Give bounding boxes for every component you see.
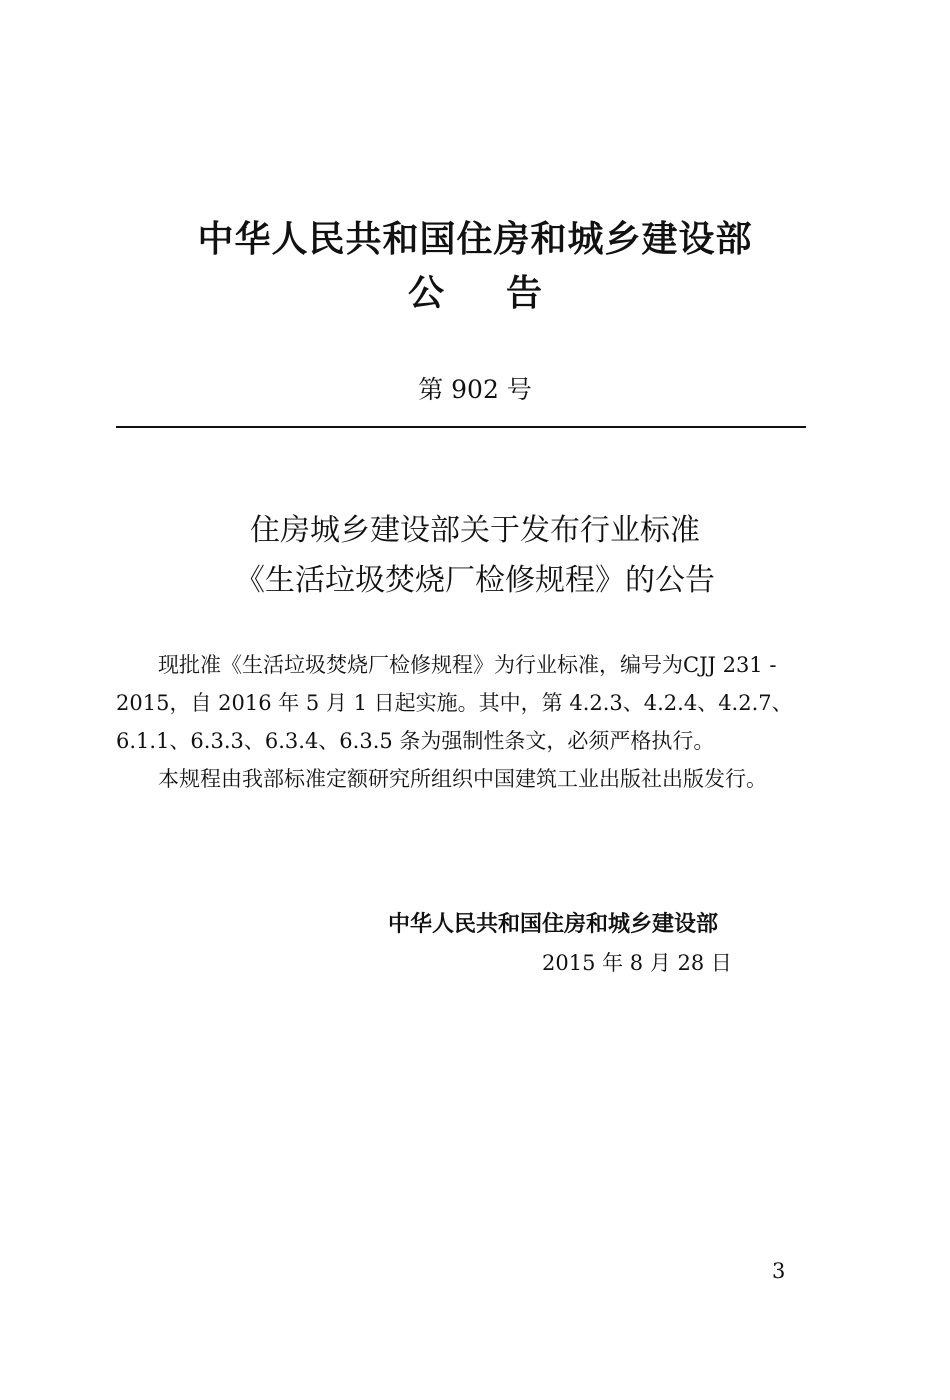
document-title: [0, 506, 950, 606]
notice-heading-char-2: 告: [506, 273, 543, 314]
document-title-line-2: 《生活垃圾焚烧厂检修规程》的公告: [235, 563, 715, 598]
body-paragraph-approval-text: 现批准《生活垃圾焚烧厂检修规程》为行业标准，编号为CJJ 231 - 2015，自 2016 年 5 月 1 日起实施。其中，第 4.2.3、4.2.4、4.2.7、6.1.1、6.3.3、6.3.4、6.3.5 条为强制性条文，必须严格执行。: [116, 653, 793, 753]
ministry-title: 中华人民共和国住房和城乡建设部: [197, 219, 753, 260]
notice-heading: [0, 266, 950, 322]
body-text: [116, 646, 810, 798]
document-title-line-1: 住房城乡建设部关于发布行业标准: [250, 513, 700, 548]
page-number: 3: [772, 1259, 786, 1283]
body-paragraph-publication-text: 本规程由我部标准定额研究所组织中国建筑工业出版社出版发行。: [158, 767, 767, 791]
body-paragraph-approval: [116, 646, 810, 760]
notice-heading-char-1: 公: [407, 273, 444, 314]
signature-date: 2015 年 8 月 28 日: [542, 951, 732, 975]
header-divider: [116, 426, 806, 428]
notice-number: 第 902 号: [418, 375, 532, 404]
body-paragraph-publication: [116, 760, 810, 798]
signature-organization: 中华人民共和国住房和城乡建设部: [388, 912, 719, 937]
